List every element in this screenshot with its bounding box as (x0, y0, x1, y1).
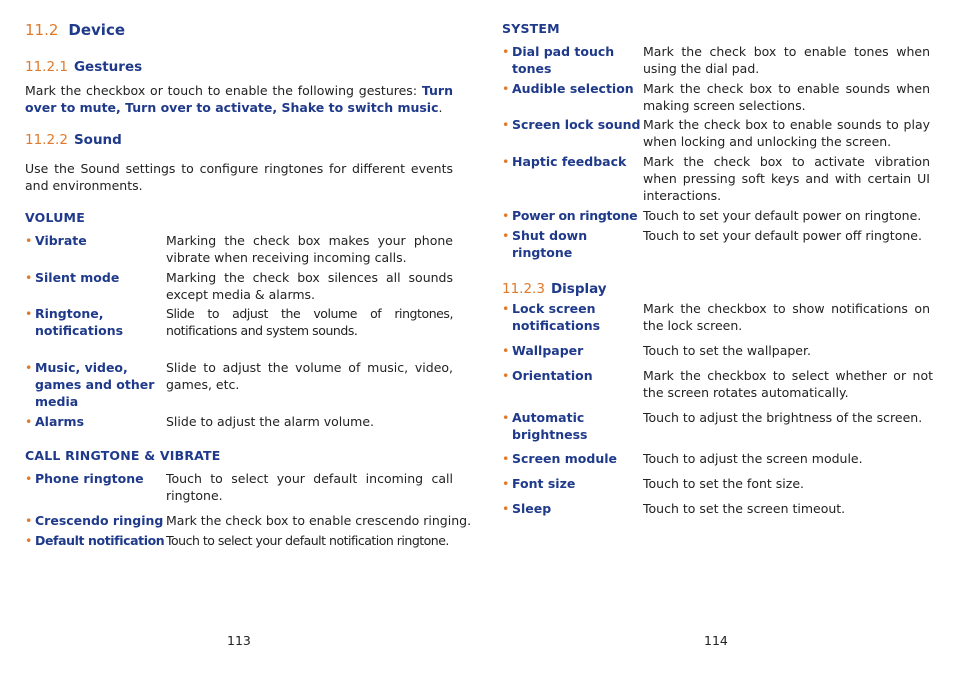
list-item-term: • Power on ringtone (502, 208, 638, 223)
list-item-term: • Dial pad touch tones (502, 44, 615, 76)
list-item-desc: Mark the check box to enable tones when using the dial pad. (643, 44, 930, 76)
sound-number: 11.2.2 (25, 132, 68, 148)
list-item-desc: Mark the check box to enable crescendo ringing. (166, 513, 472, 528)
list-item-term: • Screen lock sound (502, 117, 641, 132)
gestures-heading (25, 59, 142, 75)
display-title: Display (550, 281, 607, 297)
list-item-desc: Touch to set your default power off ringtone. (643, 228, 922, 243)
display-heading (502, 281, 607, 297)
list-item-term: • Silent mode (25, 270, 120, 285)
list-item-desc: Touch to set the screen timeout. (643, 501, 846, 516)
list-item-desc: Touch to select your default notification ringtone. (166, 533, 449, 548)
gestures-paragraph (25, 82, 453, 116)
list-item-term: • Font size (502, 476, 576, 491)
gestures-end: . (438, 100, 443, 115)
list-item-desc: Touch to set your default power on ringtone. (643, 208, 922, 223)
list-item-term: • Vibrate (25, 233, 87, 248)
gestures-text: Mark the checkbox or touch to enable the following gestures: (25, 83, 422, 98)
list-item-desc: Mark the checkbox to select whether or not the screen rotates automatically. (643, 368, 933, 400)
list-item-term: • Haptic feedback (502, 154, 627, 169)
list-item-desc: Marking the check box makes your phone vibrate when receiving incoming calls. (166, 233, 453, 265)
list-item-term: • Ringtone, notifications (25, 306, 124, 338)
sound-paragraph: Use the Sound settings to configure ringtones for different events and environments. (25, 161, 453, 193)
section-number: 11.2 (25, 21, 59, 39)
list-item-desc: Touch to select your default incoming call ringtone. (166, 471, 453, 503)
list-item-term: • Alarms (25, 414, 85, 429)
list-item-term: • Automatic brightness (502, 410, 588, 442)
page-number-left: 113 (227, 633, 251, 648)
sound-title: Sound (73, 132, 122, 148)
list-item-term: • Phone ringtone (25, 471, 144, 486)
list-item-desc: Mark the check box to enable sounds to play when locking and unlocking the screen. (643, 117, 930, 149)
list-item-term: • Music, video, games and other media (25, 360, 155, 409)
list-item-desc: Touch to adjust the screen module. (643, 451, 863, 466)
system-heading: SYSTEM (502, 21, 560, 36)
list-item-term: • Orientation (502, 368, 593, 383)
list-item-desc: Touch to set the font size. (643, 476, 804, 491)
list-item-desc: Marking the check box silences all sounds except media & alarms. (166, 270, 453, 302)
gestures-bold-text: Turn over to mute, Turn over to activate, Shake to switch music (25, 83, 453, 115)
section-title: Device (68, 21, 126, 39)
list-item-term: • Wallpaper (502, 343, 584, 358)
page-number-right: 114 (704, 633, 728, 648)
list-item-desc: Slide to adjust the volume of ringtones, notifications and system sounds. (166, 306, 453, 338)
list-item-desc: Mark the checkbox to show notifications on the lock screen. (643, 301, 930, 333)
list-item-term: • Sleep (502, 501, 552, 516)
sound-heading (25, 132, 122, 148)
list-item-term: • Shut down ringtone (502, 228, 588, 260)
list-item-desc: Touch to set the wallpaper. (643, 343, 811, 358)
volume-heading: VOLUME (25, 210, 85, 225)
list-item-term: • Default notification (25, 533, 165, 548)
section-heading (25, 21, 125, 39)
right-page (502, 0, 933, 678)
list-item-term: • Audible selection (502, 81, 634, 96)
list-item-desc: Slide to adjust the volume of music, video, games, etc. (166, 360, 453, 392)
call-heading: CALL RINGTONE & VIBRATE (25, 448, 221, 463)
gestures-title: Gestures (73, 59, 143, 75)
gestures-number: 11.2.1 (25, 59, 68, 75)
list-item-term: • Screen module (502, 451, 618, 466)
list-item-desc: Mark the check box to enable sounds when making screen selections. (643, 81, 930, 113)
left-page (25, 0, 472, 678)
list-item-desc: Touch to adjust the brightness of the screen. (643, 410, 923, 425)
list-item-term: • Lock screen notifications (502, 301, 601, 333)
list-item-desc: Slide to adjust the alarm volume. (166, 414, 375, 429)
list-item-term: • Crescendo ringing (25, 513, 164, 528)
display-number: 11.2.3 (502, 281, 545, 297)
list-item-desc: Mark the check box to activate vibration when pressing soft keys and with certain UI interactions. (643, 154, 930, 203)
